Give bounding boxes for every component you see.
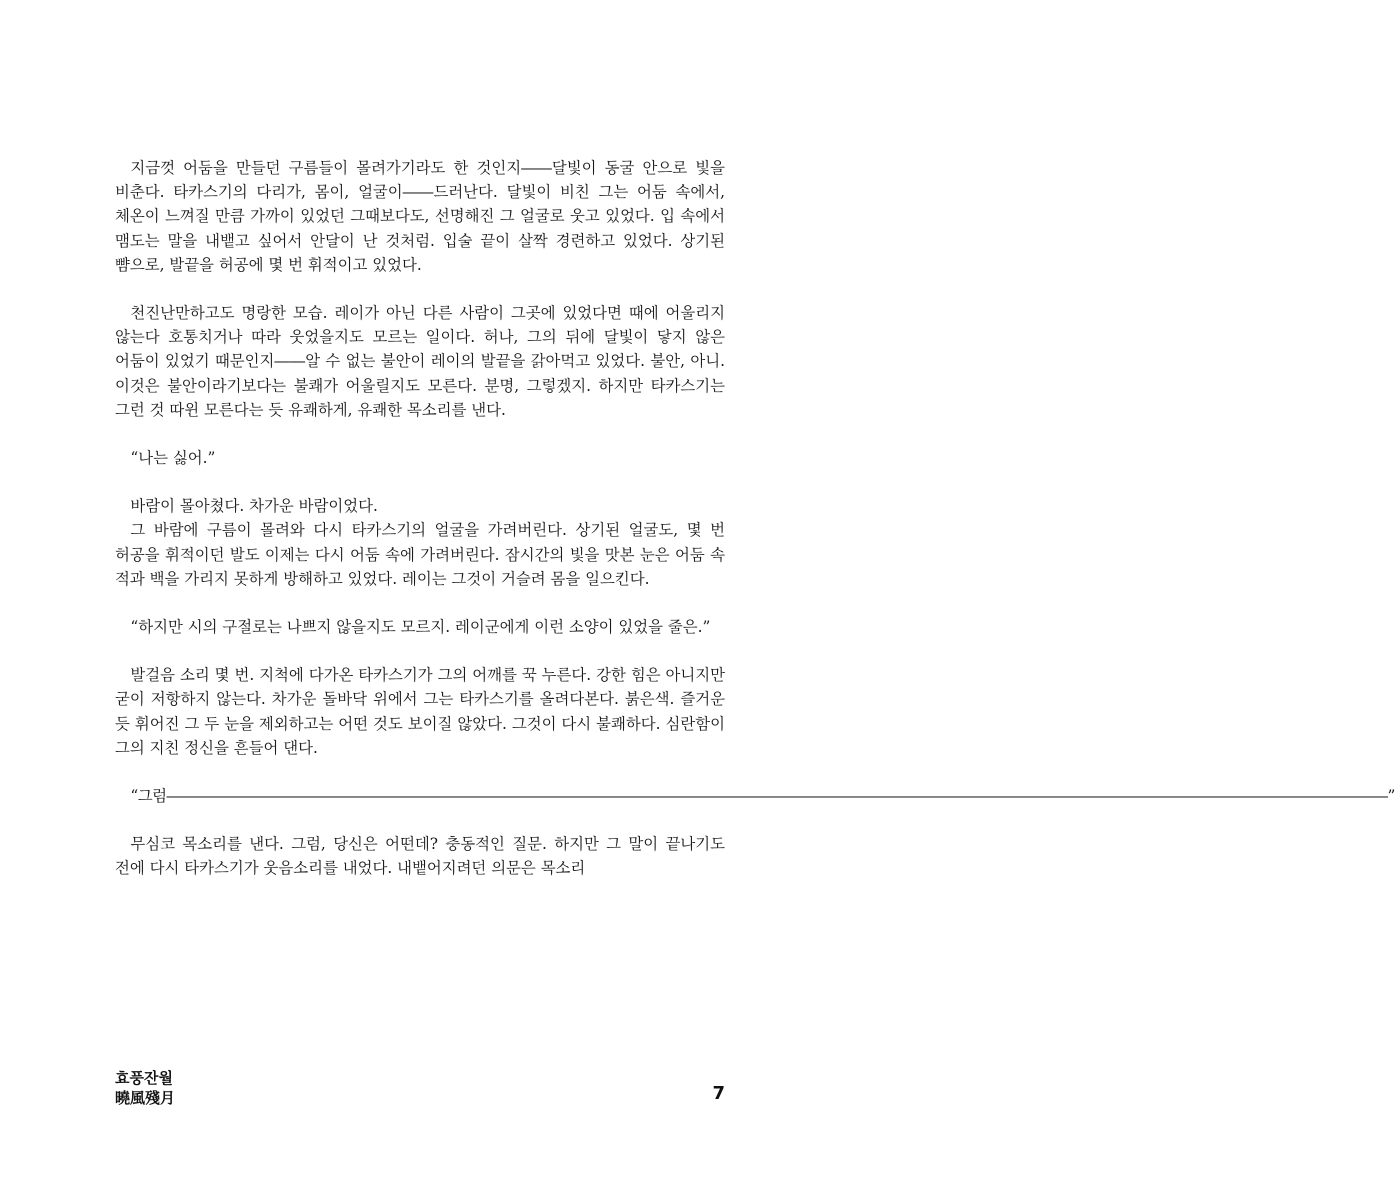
paragraph-2: 천진난만하고도 명랑한 모습. 레이가 아닌 다른 사람이 그곳에 있었다면 때에 어울리지 않는다 호통치거나 따라 웃었을지도 모르는 일이다. 허나, 그의 뒤에 달빛이 닿지 않은 어둠이 있었기 때문인지――알 수 없는 불안이 레이의 발끝을 갉아먹고 있었다. 불안, 아니. 이것은 불안이라기보다는 불쾌가 어울릴지도 모른다. 분명, 그렇겠지. 하지만 타카스기는 그런 것 따윈 모른다는 듯 유쾌하게, 유쾌한 목소리를 낸다. xyxy=(115,304,725,419)
paragraph-6: 무심코 목소리를 낸다. 그럼, 당신은 어떤데? 충동적인 질문. 하지만 그 말이 끝나기도 전에 다시 타카스기가 웃음소리를 내었다. 내뱉어지려던 의문은 목소리 xyxy=(115,835,725,878)
paragraph-4: 그 바람에 구름이 몰려와 다시 타카스기의 얼굴을 가려버린다. 상기된 얼굴도, 몇 번 허공을 휘적이던 발도 이제는 다시 어둠 속에 가려버린다. 잠시간의 빛을 맛본 눈은 어둠 속 적과 백을 가리지 못하게 방해하고 있었다. 레이는 그것이 거슬려 몸을 일으킨다. xyxy=(115,521,725,588)
paragraph-5: 발걸음 소리 몇 번. 지척에 다가온 타카스기가 그의 어깨를 꾹 누른다. 강한 힘은 아니지만 굳이 저항하지 않는다. 차가운 돌바닥 위에서 그는 타카스기를 올려다본다. 붉은색. 즐거운 듯 휘어진 그 두 눈을 제외하고는 어떤 것도 보이질 않았다. 그것이 다시 불쾌하다. 심란함이 그의 지친 정신을 흔들어 댄다. xyxy=(115,666,725,757)
dialogue-2: “하지만 시의 구절로는 나쁘지 않을지도 모르지. 레이군에게 이런 소양이 있었을 줄은.” xyxy=(130,618,711,637)
dialogue-3: “그럼――――――――――――――――――――――――――――――――――――――――――――――――――――――――――――――――――――――――――――――――――” xyxy=(130,787,1395,806)
dialogue-1: “나는 싫어.” xyxy=(130,449,216,468)
book-title-hanja: 曉風殘月 xyxy=(115,1089,176,1107)
book-title-korean: 효풍잔월 xyxy=(115,1069,173,1087)
paragraph-3: 바람이 몰아쳤다. 차가운 바람이었다. xyxy=(130,497,378,516)
page-number: 7 xyxy=(712,1083,725,1104)
paragraph-1: 지금껏 어둠을 만들던 구름들이 몰려가기라도 한 것인지――달빛이 동굴 안으로 빛을 비춘다. 타카스기의 다리가, 몸이, 얼굴이――드러난다. 달빛이 비친 그는 어둠 속에서, 체온이 느껴질 만큼 가까이 있었던 그때보다도, 선명해진 그 얼굴로 웃고 있었다. 입 속에서 맴도는 말을 내뱉고 싶어서 안달이 난 것처럼. 입술 끝이 살짝 경련하고 있었다. 상기된 뺨으로, 발끝을 허공에 몇 번 휘적이고 있었다. xyxy=(115,159,725,274)
book-title xyxy=(115,1068,175,1108)
page-body xyxy=(115,156,1395,881)
